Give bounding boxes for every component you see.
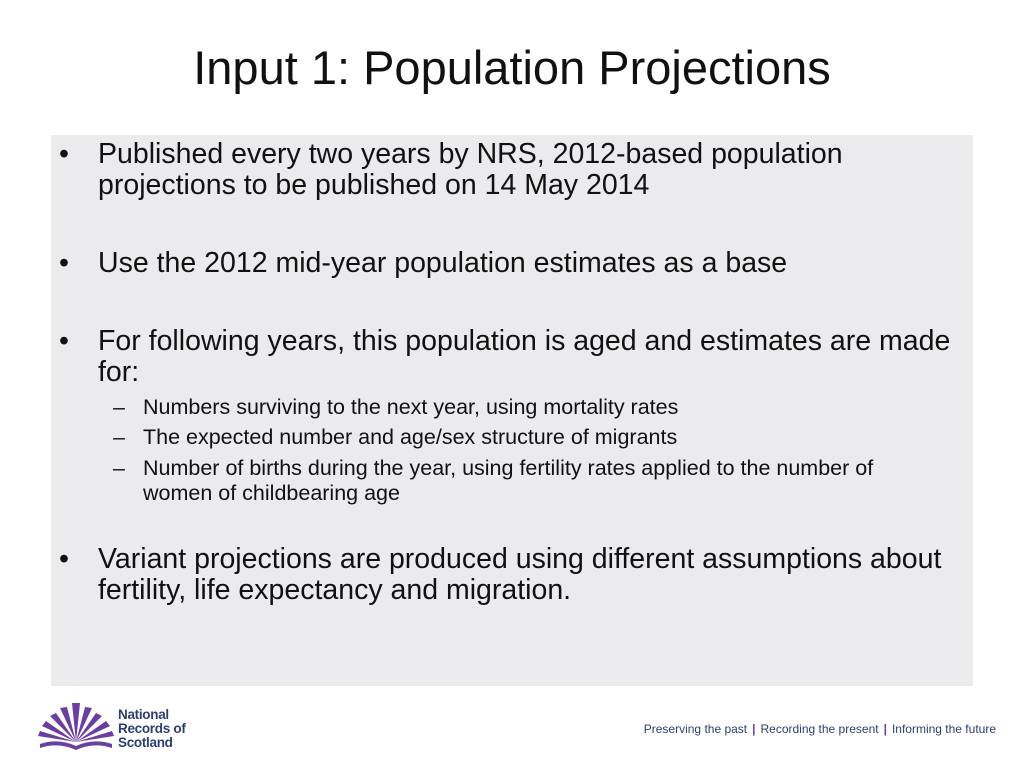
tagline-separator: | [752, 722, 756, 736]
tagline-separator: | [883, 722, 887, 736]
sub-bullet-item [51, 425, 973, 450]
bullet-item [51, 139, 973, 201]
bullet-item [51, 248, 973, 279]
logo-line: Scotland [118, 735, 173, 750]
sub-bullet-item [51, 456, 973, 505]
bullet-text: Variant projections are produced using different assumptions about fertility, life expectancy and migration. [98, 543, 942, 606]
footer-tagline [644, 722, 996, 736]
bullet-text: Published every two years by NRS, 2012-based population projections to be published on 14 May 2014 [98, 138, 843, 201]
tagline-part: Preserving the past [643, 722, 748, 736]
tagline-part: Recording the present [760, 722, 879, 736]
logo-wordmark [118, 708, 186, 750]
sub-bullet-mark: – [113, 425, 125, 449]
sub-bullet-text: Number of births during the year, using fertility rates applied to the number of women of childbearing age [143, 456, 874, 505]
bullet-text: Use the 2012 mid-year population estimates as a base [98, 247, 788, 279]
sub-bullet-mark: – [113, 456, 125, 480]
nrs-logo [36, 700, 196, 756]
bullet-mark: • [59, 138, 69, 170]
content-panel [51, 135, 973, 686]
bullet-mark: • [59, 247, 69, 279]
sub-bullet-text: The expected number and age/sex structure of migrants [143, 425, 678, 449]
bullet-item [51, 326, 973, 388]
tagline-part: Informing the future [891, 722, 996, 736]
logo-line: National [118, 707, 169, 722]
bullet-mark: • [59, 325, 69, 357]
sub-bullet-mark: – [113, 395, 125, 419]
bullet-text: For following years, this population is aged and estimates are made for: [98, 325, 951, 388]
logo-line: Records of [118, 721, 186, 736]
bullet-item [51, 544, 973, 606]
slide-title: Input 1: Population Projections [193, 41, 831, 94]
bullet-mark: • [59, 543, 69, 575]
sub-bullet-text: Numbers surviving to the next year, using mortality rates [143, 395, 679, 419]
sub-bullet-item [51, 395, 973, 420]
book-sunburst-icon [36, 702, 118, 756]
